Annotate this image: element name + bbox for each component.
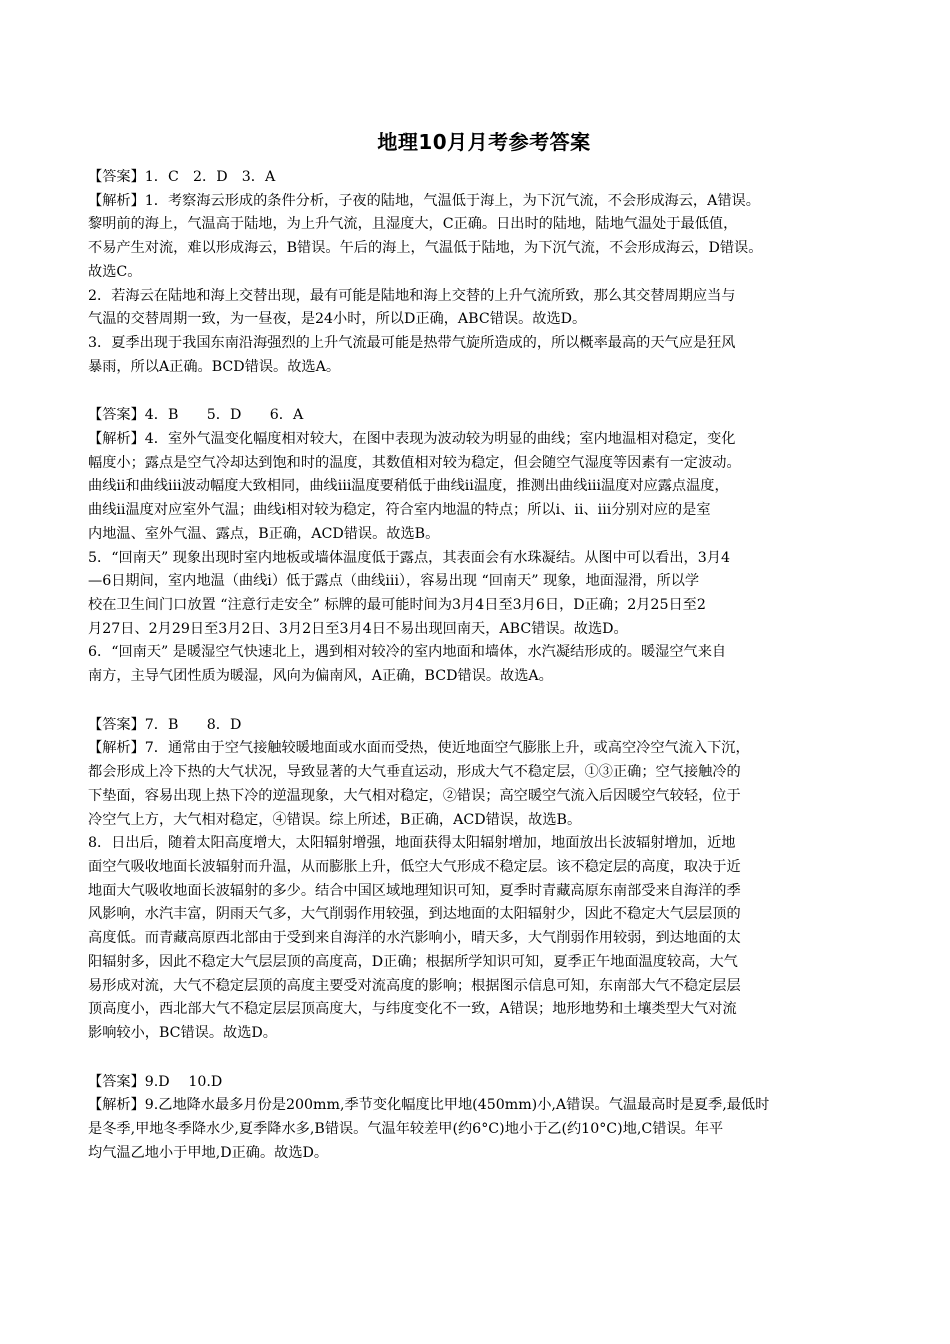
text-line: 【解析】4．室外气温变化幅度相对较大，在图中表现为波动较为明显的曲线；室内地温相对稳定，变化 [88,431,736,448]
text-line: 曲线ⅱ和曲线ⅲ波动幅度大致相同，曲线ⅲ温度要稍低于曲线ⅱ温度，推测出曲线ⅲ温度对应露点温度， [88,478,729,495]
text-line: 风影响，水汽丰富，阴雨天气多，大气削弱作用较强，到达地面的太阳辐射少，因此不稳定大气层层顶的 [88,906,741,923]
text-line: 气温的交替周期一致，为一昼夜，是24小时，所以D正确，ABC错误。故选D。 [88,311,587,328]
text-line: 【解析】1．考察海云形成的条件分析，子夜的陆地，气温低于海上，为下沉气流，不会形成海云，A错误。 [88,192,760,209]
answer-section [88,714,880,1046]
text-line: 易形成对流，大气不稳定层顶的高度主要受对流高度的影响；根据图示信息可知，东南部大气不稳定层层 [88,977,741,994]
text-line: 内地温、室外气温、露点，B正确，ACD错误。故选B。 [88,525,440,542]
answer-section [88,1071,880,1166]
page-title: 地理10月月考参考答案 [377,130,591,154]
text-line: 【解析】7．通常由于空气接触较暖地面或水面而受热，使近地面空气膨胀上升，或高空冷空气流入下沉， [88,740,750,757]
text-line: 黎明前的海上，气温高于陆地，为上升气流，且湿度大，C正确。日出时的陆地，陆地气温处于最低值， [88,216,738,233]
text-line: 【答案】4．B 5．D 6．A [88,407,304,424]
text-line: 暴雨，所以A正确。BCD错误。故选A。 [88,358,341,375]
text-line: 8．日出后，随着太阳高度增大，太阳辐射增强，地面获得太阳辐射增加，地面放出长波辐射增加，近地 [88,835,736,852]
text-line: 面空气吸收地面长波辐射而升温，从而膨胀上升，低空大气形成不稳定层。该不稳定层的高度，取决于近 [88,858,741,875]
text-line: 3．夏季出现于我国东南沿海强烈的上升气流最可能是热带气旋所造成的，所以概率最高的天气应是狂风 [88,334,736,351]
text-line: 地面大气吸收地面长波辐射的多少。结合中国区域地理知识可知，夏季时青藏高原东南部受来自海洋的季 [88,882,741,899]
text-line: 【答案】9.D 10.D [88,1073,223,1090]
text-line: 5．“回南天” 现象出现时室内地板或墙体温度低于露点，其表面会有水珠凝结。从图中可以看出，3月4 [88,549,730,566]
answer-document [88,128,880,1190]
answer-section [88,166,880,379]
text-line: 幅度小；露点是空气冷却达到饱和时的温度，其数值相对较为稳定，但会随空气湿度等因素有一定波动。 [88,454,741,471]
answer-section [88,404,880,688]
text-line: 阳辐射多，因此不稳定大气层层顶的高度高，D正确；根据所学知识可知，夏季正午地面温度较高，大气 [88,953,738,970]
text-line: 【解析】9.乙地降水最多月份是200mm,季节变化幅度比甲地(450mm)小,A错误。气温最高时是夏季,最低时 [88,1097,770,1114]
text-line: 顶高度小，西北部大气不稳定层层顶高度大，与纬度变化不一致，A错误；地形地势和土壤类型大气对流 [88,1001,737,1018]
text-line: 故选C。 [88,263,142,280]
text-line: 均气温乙地小于甲地,D正确。故选D。 [88,1144,329,1161]
text-line: 南方，主导气团性质为暖湿，风向为偏南风，A正确，BCD错误。故选A。 [88,668,553,685]
text-line: 校在卫生间门口放置 “注意行走安全” 标牌的最可能时间为3月4日至3月6日，D正确；2月25日至2 [88,596,706,613]
text-line: 冷空气上方，大气相对稳定，④错误。综上所述，B正确，ACD错误，故选B。 [88,811,582,828]
text-line: 影响较小，BC错误。故选D。 [88,1024,277,1041]
text-line: 2．若海云在陆地和海上交替出现，最有可能是陆地和海上交替的上升气流所致，那么其交替周期应当与 [88,287,736,304]
text-line: 曲线ⅱ温度对应室外气温；曲线ⅰ相对较为稳定，符合室内地温的特点；所以ⅰ、ⅱ、ⅲ分别对应的是室 [88,502,711,519]
text-line: 月27日、2月29日至3月2日、3月2日至3月4日不易出现回南天，ABC错误。故选D。 [88,620,628,637]
text-line: 【答案】7．B 8．D [88,716,242,733]
text-line: 【答案】1．C 2．D 3．A [88,169,276,185]
text-line: 不易产生对流，难以形成海云，B错误。午后的海上，气温低于陆地，为下沉气流，不会形成海云，D错误。 [88,240,763,257]
text-line: 下垫面，容易出现上热下冷的逆温现象，大气相对稳定，②错误；高空暖空气流入后因暖空气较轻，位于 [88,787,741,804]
text-line: 6．“回南天” 是暖湿空气快速北上，遇到相对较冷的室内地面和墙体，水汽凝结形成的。暖湿空气来自 [88,644,727,661]
text-line: 是冬季,甲地冬季降水少,夏季降水多,B错误。气温年较差甲(约6°C)地小于乙(约10°C)地,C错误。年平 [88,1121,724,1138]
answer-sections [88,166,880,1165]
text-line: 都会形成上冷下热的大气状况，导致显著的大气垂直运动，形成大气不稳定层，①③正确；空气接触冷的 [88,764,741,781]
text-line: 高度低。而青藏高原西北部由于受到来自海洋的水汽影响小，晴天多，大气削弱作用较弱，到达地面的太 [88,930,741,947]
text-line: —6日期间，室内地温（曲线ⅰ）低于露点（曲线ⅲ），容易出现 “回南天” 现象，地面湿滑，所以学 [88,573,700,590]
